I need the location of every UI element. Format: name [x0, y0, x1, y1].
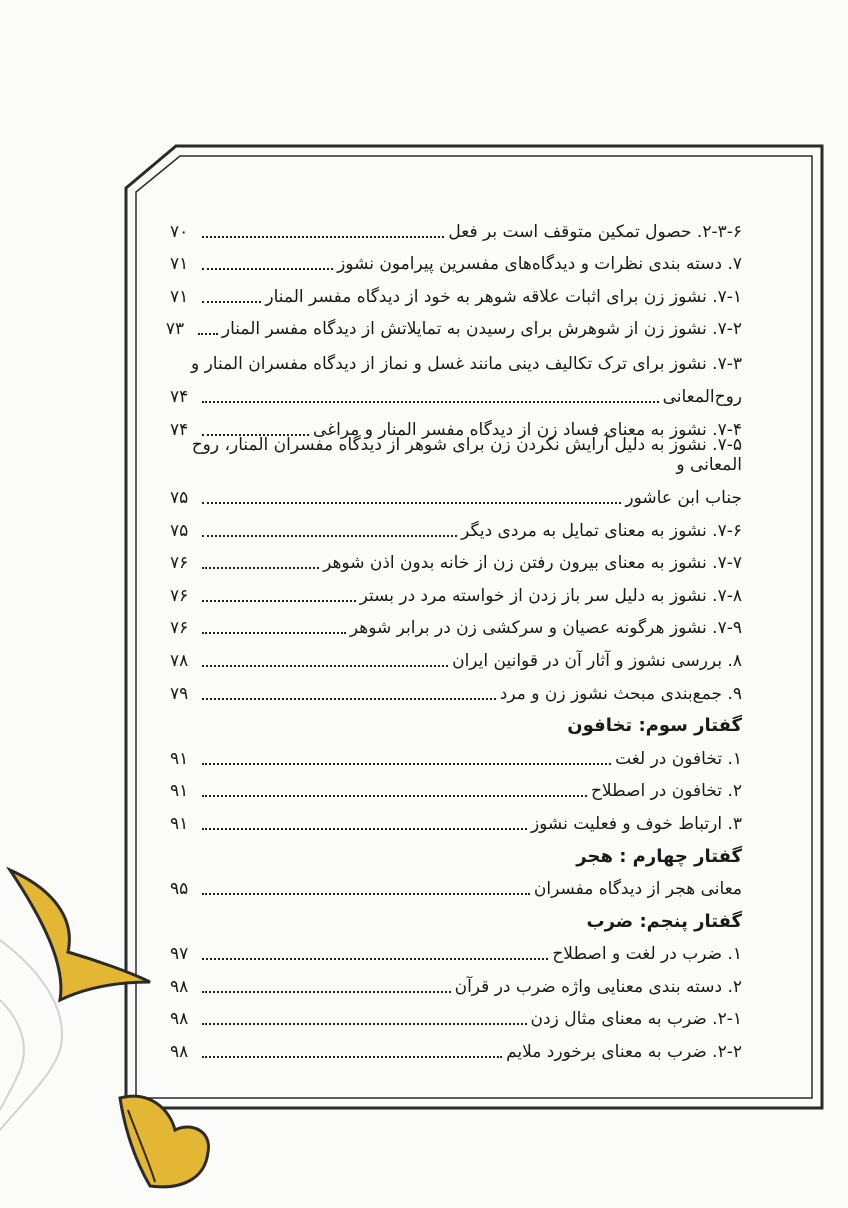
toc-page-number: ۷۱	[170, 254, 189, 275]
toc-title: ۲. دسته بندی معنایی واژه ضرب در قرآن	[454, 976, 742, 997]
toc-title: ۷. دسته بندی نظرات و دیدگاه‌های مفسرین پیرامون نشوز	[337, 254, 742, 275]
toc-page-number: ۷۳	[165, 319, 185, 340]
leader-dots	[202, 600, 356, 602]
section-heading: گفتار چهارم : هجر	[576, 845, 742, 867]
leader-dots	[202, 236, 444, 238]
toc-entry	[170, 574, 742, 607]
toc-title: ۲. تخافون در اصطلاح	[590, 781, 742, 802]
toc-entry	[170, 1030, 742, 1063]
toc-entry	[165, 308, 742, 341]
toc-page-number: ۷۵	[170, 520, 189, 541]
leader-dots	[202, 301, 261, 303]
leader-dots	[202, 567, 319, 569]
leader-dots	[202, 502, 621, 504]
toc-title-line1: ۷-۵. نشوز به دلیل آرایش نکردن زن برای شوهر از دیدگاه مفسران المنار، روح المعانی و	[191, 434, 742, 475]
toc-title: ۳. ارتباط خوف و فعلیت نشوز	[530, 813, 742, 834]
toc-page-number: ۹۱	[170, 748, 189, 769]
toc-page-number: ۹۱	[170, 781, 189, 802]
leader-dots	[202, 535, 457, 537]
toc-title: ۷-۴. نشوز به معنای فساد زن از دیدگاه مفسر المنار و مراغی	[313, 419, 742, 440]
leader-dots	[202, 665, 448, 667]
toc-page-number: ۷۰	[170, 221, 189, 242]
toc-page-number: ۷۴	[170, 387, 189, 408]
leader-dots	[202, 1023, 527, 1025]
toc-entry	[170, 210, 742, 243]
leader-dots	[202, 893, 530, 895]
leader-dots	[202, 268, 333, 270]
toc-page-number: ۷۴	[170, 419, 189, 440]
toc-title: ۷-۶. نشوز به معنای تمایل به مردی دیگر	[461, 520, 742, 541]
toc-entry	[170, 509, 742, 542]
toc-title: ۱. تخافون در لغت	[615, 748, 742, 769]
leader-dots	[202, 698, 496, 700]
toc-entry	[170, 542, 742, 575]
leader-dots	[202, 632, 346, 634]
toc-title: ۷-۸. نشوز به دلیل سر باز زدن از خواسته مرد در بستر	[359, 585, 742, 606]
toc-page-number: ۷۱	[170, 286, 189, 307]
toc-entry	[170, 737, 742, 770]
section-heading: گفتار پنجم: ضرب	[586, 910, 742, 932]
toc-title: ۲-۳-۶. حصول تمکین متوقف است بر فعل	[448, 221, 742, 242]
toc-page-number: ۷۸	[170, 650, 189, 671]
toc-title: ۷-۱. نشوز زن برای اثبات علاقه شوهر به خود از دیدگاه مفسر المنار	[265, 286, 742, 307]
toc-entry	[170, 998, 742, 1031]
toc-title: ۸. بررسی نشوز و آثار آن در قوانین ایران	[452, 650, 742, 671]
toc-title: ۲-۱. ضرب به معنای مثال زدن	[530, 1009, 742, 1030]
toc-entry	[170, 672, 742, 705]
toc-page-number: ۷۶	[170, 618, 189, 639]
toc-entry	[170, 965, 742, 998]
leader-dots	[202, 401, 659, 403]
toc-page-number: ۹۸	[170, 1042, 189, 1063]
toc-title: ۷-۲. نشوز زن از شوهرش برای رسیدن به تمایلاتش از دیدگاه مفسر المنار	[221, 319, 742, 340]
toc-page-number: ۹۷	[170, 944, 189, 965]
toc-entry	[170, 868, 742, 901]
toc-entry	[170, 243, 742, 276]
toc-title: ۷-۹. نشوز هرگونه عصیان و سرکشی زن در برابر شوهر	[349, 618, 742, 639]
toc-page-number: ۷۵	[170, 487, 189, 508]
leader-dots	[198, 333, 218, 335]
toc-entry	[170, 770, 742, 803]
leader-dots	[202, 795, 587, 797]
toc-page-number: ۹۸	[170, 1009, 189, 1030]
toc-entry-multiline	[170, 434, 742, 509]
toc-title-line2: روح‌المعانی	[662, 387, 742, 408]
toc-entry	[170, 607, 742, 640]
leader-dots	[202, 763, 611, 765]
toc-entry	[170, 933, 742, 966]
toc-page-number: ۹۵	[170, 879, 189, 900]
toc-title: معانی هجر از دیدگاه مفسران	[533, 879, 742, 900]
toc-entry	[170, 802, 742, 835]
toc-entry	[170, 639, 742, 672]
toc-page-number: ۹۸	[170, 976, 189, 997]
toc-page-number: ۷۹	[170, 683, 189, 704]
toc-entry-multiline	[170, 340, 742, 408]
toc-title-line1: ۷-۳. نشوز برای ترک تکالیف دینی مانند غسل و نماز از دیدگاه مفسران المنار و	[190, 354, 742, 375]
toc-page-number: ۹۱	[170, 813, 189, 834]
toc-title: ۱. ضرب در لغت و اصطلاح	[552, 944, 742, 965]
toc-entry	[170, 275, 742, 308]
toc-title: ۲-۲. ضرب به معنای برخورد ملایم	[506, 1042, 742, 1063]
section-heading: گفتار سوم: تخافون	[567, 715, 742, 737]
leader-dots	[202, 1056, 502, 1058]
leader-dots	[202, 991, 451, 993]
table-of-contents	[165, 210, 742, 1063]
leader-dots	[202, 958, 548, 960]
toc-title-line2: جناب ابن عاشور	[625, 487, 742, 508]
toc-title: ۷-۷. نشوز به معنای بیرون رفتن زن از خانه بدون اذن شوهر	[323, 553, 742, 574]
toc-page-number: ۷۶	[170, 553, 189, 574]
toc-page-number: ۷۶	[170, 585, 189, 606]
toc-title: ۹. جمع‌بندی مبحث نشوز زن و مرد	[499, 683, 742, 704]
leader-dots	[202, 828, 527, 830]
